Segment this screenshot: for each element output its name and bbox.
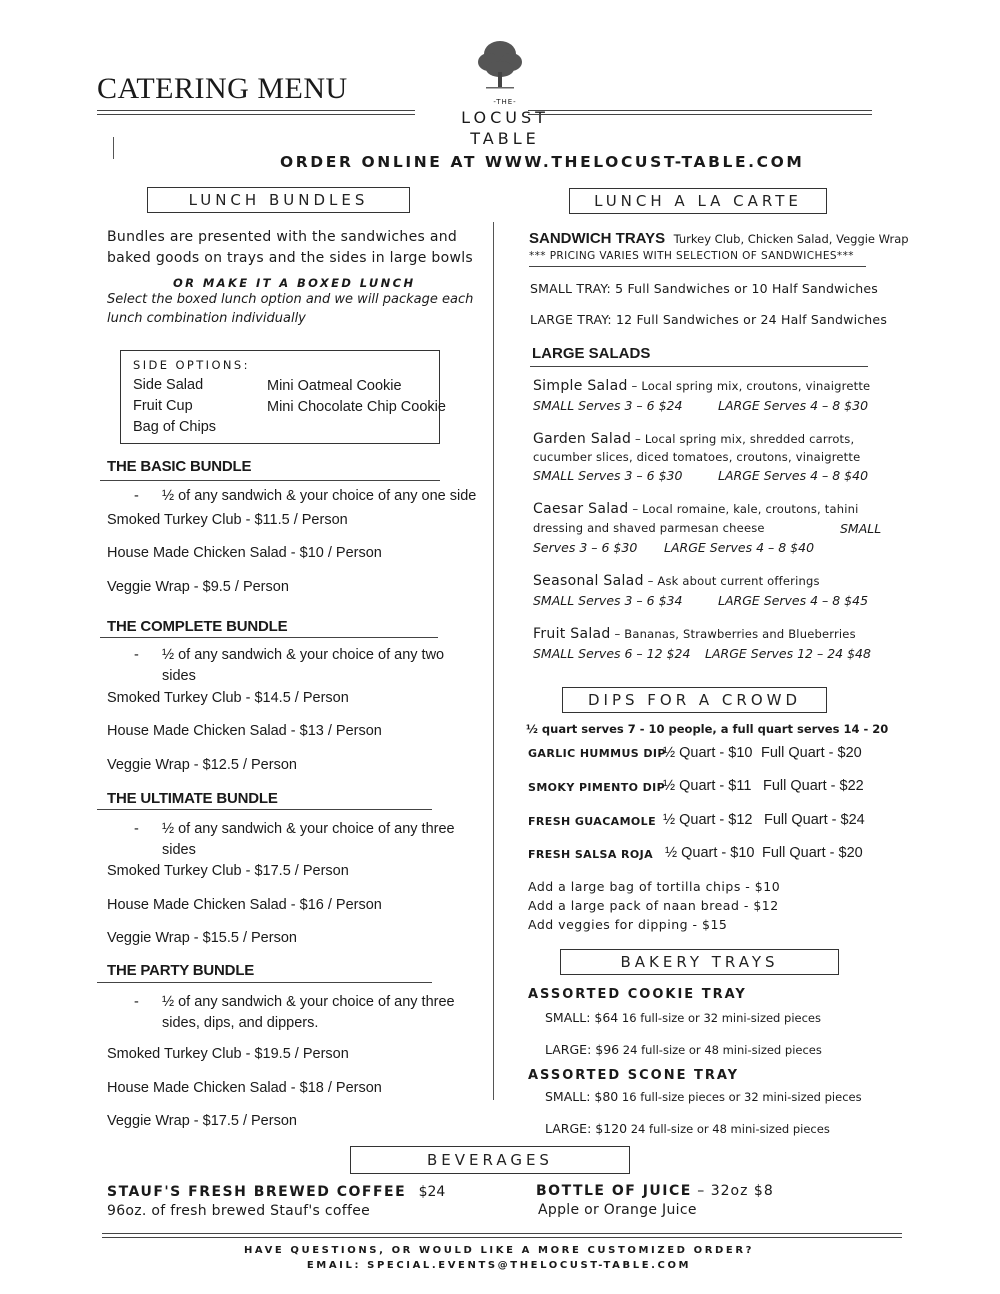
- bakery-header: [560, 949, 839, 975]
- a-la-carte-title: LUNCH A LA CARTE: [594, 192, 802, 210]
- dip-full-price: Full Quart - $22: [763, 778, 864, 794]
- dip-full-price: Full Quart - $20: [761, 745, 862, 761]
- bundle-title: THE BASIC BUNDLE: [107, 458, 252, 475]
- bundle-title: THE PARTY BUNDLE: [107, 962, 255, 979]
- dip-addon: Add veggies for dipping - $15: [528, 917, 728, 932]
- sandwich-trays-label: SANDWICH TRAYS: [529, 230, 666, 247]
- salad-name: Garden Salad: [533, 431, 632, 447]
- footer-rule-1: [102, 1233, 902, 1234]
- side-options-box: [120, 350, 446, 444]
- side-option: Side Salad: [133, 377, 204, 393]
- salad-small-price: Serves 3 – 6 $30: [533, 540, 638, 555]
- beverages-header: [350, 1146, 630, 1174]
- bundle-item: House Made Chicken Salad - $18 / Person: [107, 1080, 382, 1096]
- dip-name: FRESH GUACAMOLE: [528, 815, 656, 828]
- menu-page: [40, 0, 958, 1294]
- order-online-link[interactable]: ORDER ONLINE AT WWW.THELOCUST-TABLE.COM: [280, 153, 805, 171]
- bundle-bullet: -: [134, 488, 139, 504]
- title-rule-1: [97, 110, 415, 111]
- salad-line: [533, 572, 820, 590]
- salad-small-price: SMALL Serves 3 – 6 $34: [533, 593, 683, 608]
- dips-header: [562, 687, 827, 713]
- title-tick: [113, 137, 114, 159]
- dip-name: GARLIC HUMMUS DIP: [528, 747, 666, 760]
- salad-line: [533, 500, 859, 518]
- sandwich-pricing-note: *** PRICING VARIES WITH SELECTION OF SANDWICHES***: [529, 250, 854, 262]
- coffee-desc: 96oz. of fresh brewed Stauf's coffee: [107, 1203, 371, 1219]
- salad-small-price: SMALL: [840, 521, 882, 536]
- bundle-item: House Made Chicken Salad - $16 / Person: [107, 897, 382, 913]
- dip-full-price: Full Quart - $24: [764, 812, 865, 828]
- bundle-title: THE COMPLETE BUNDLE: [107, 618, 288, 635]
- coffee-name: STAUF'S FRESH BREWED COFFEE: [107, 1184, 407, 1200]
- side-option: Fruit Cup: [133, 398, 193, 414]
- bundle-item: Veggie Wrap - $17.5 / Person: [107, 1113, 297, 1129]
- bundle-title: THE ULTIMATE BUNDLE: [107, 790, 278, 807]
- bundle-item: House Made Chicken Salad - $13 / Person: [107, 723, 382, 739]
- salad-desc: – Local spring mix, croutons, vinaigrette: [627, 379, 871, 393]
- bundle-desc: sides: [162, 668, 196, 684]
- dip-addon: Add a large pack of naan bread - $12: [528, 898, 779, 913]
- bundle-item: Smoked Turkey Club - $11.5 / Person: [107, 512, 348, 528]
- bakery-size-desc: 16 full-size or 32 mini-sized pieces: [618, 1011, 821, 1025]
- salad-desc: – Local romaine, kale, croutons, tahini: [628, 502, 859, 516]
- salad-large-price: LARGE Serves 4 – 8 $40: [718, 468, 869, 483]
- salad-desc: – Local spring mix, shredded carrots,: [631, 432, 855, 446]
- small-tray: SMALL TRAY: 5 Full Sandwiches or 10 Half Sandwiches: [530, 281, 879, 296]
- dip-half-price: ½ Quart - $12: [663, 812, 753, 828]
- salad-small-price: SMALL Serves 3 – 6 $30: [533, 468, 683, 483]
- bundle-item: Smoked Turkey Club - $17.5 / Person: [107, 863, 349, 879]
- salad-small-price: SMALL Serves 3 – 6 $24: [533, 398, 683, 413]
- bundle-desc: ½ of any sandwich & your choice of any two: [162, 647, 445, 663]
- bakery-size-line: [545, 1041, 822, 1059]
- salad-name: Fruit Salad: [533, 626, 611, 642]
- bakery-size-line: [545, 1009, 821, 1027]
- logo-the: -THE-: [493, 98, 517, 106]
- bundle-rule: [100, 480, 440, 481]
- salad-name: Seasonal Salad: [533, 573, 644, 589]
- juice-name: BOTTLE OF JUICE: [536, 1183, 692, 1199]
- side-option: Bag of Chips: [133, 419, 217, 435]
- bundle-bullet: -: [134, 994, 139, 1010]
- boxed-lunch-desc-2: lunch combination individually: [107, 311, 306, 326]
- dips-subtitle: ½ quart serves 7 - 10 people, a full quart serves 14 - 20: [526, 722, 889, 736]
- bakery-size-price: LARGE: $96: [545, 1042, 620, 1057]
- salad-large-price: LARGE Serves 4 – 8 $30: [718, 398, 869, 413]
- lunch-bundles-header: [147, 187, 410, 213]
- bundles-intro-2: baked goods on trays and the sides in large bowls: [107, 250, 473, 266]
- footer-rule-2: [102, 1237, 902, 1238]
- salad-desc-cont: cucumber slices, diced tomatoes, croutons, vinaigrette: [533, 450, 861, 464]
- bundle-bullet: -: [134, 647, 139, 663]
- side-option: Mini Oatmeal Cookie: [267, 378, 402, 394]
- juice-desc: Apple or Orange Juice: [538, 1202, 697, 1218]
- salad-small-price: SMALL Serves 6 – 12 $24: [533, 646, 691, 661]
- salad-large-price: LARGE Serves 4 – 8 $45: [718, 593, 869, 608]
- bundle-desc: ½ of any sandwich & your choice of any three: [162, 994, 455, 1010]
- logo-locust: LOCUST: [461, 108, 549, 127]
- juice-line: [536, 1182, 774, 1200]
- dip-addon: Add a large bag of tortilla chips - $10: [528, 879, 781, 894]
- bundle-bullet: -: [134, 821, 139, 837]
- bundle-item: Veggie Wrap - $12.5 / Person: [107, 757, 297, 773]
- bundle-item: Smoked Turkey Club - $19.5 / Person: [107, 1046, 349, 1062]
- salad-desc: – Bananas, Strawberries and Blueberries: [610, 627, 856, 641]
- dip-full-price: Full Quart - $20: [762, 845, 863, 861]
- footer-questions: HAVE QUESTIONS, OR WOULD LIKE A MORE CUSTOMIZED ORDER?: [243, 1245, 755, 1256]
- sandwich-trays-line: [529, 230, 909, 248]
- salad-large-price: LARGE Serves 4 – 8 $40: [664, 540, 815, 555]
- bakery-item-name: ASSORTED SCONE TRAY: [528, 1068, 740, 1083]
- logo-rule-1: [528, 110, 872, 111]
- boxed-lunch-desc-1: Select the boxed lunch option and we will package each: [107, 292, 474, 307]
- dip-name: SMOKY PIMENTO DIP: [528, 781, 666, 794]
- logo-table: TABLE: [470, 129, 540, 148]
- logo-rule-2: [528, 114, 872, 115]
- dip-half-price: ½ Quart - $11: [663, 778, 752, 794]
- bakery-size-desc: 24 full-size or 48 mini-sized pieces: [627, 1122, 830, 1136]
- tree-icon: [472, 36, 528, 92]
- dip-name: FRESH SALSA ROJA: [528, 848, 653, 861]
- dips-title: DIPS FOR A CROWD: [587, 691, 802, 709]
- sandwich-note-rule: [529, 266, 866, 267]
- salad-name: Caesar Salad: [533, 501, 629, 517]
- salad-desc: – Ask about current offerings: [643, 574, 820, 588]
- coffee-line: [107, 1183, 445, 1201]
- boxed-lunch-heading: OR MAKE IT A BOXED LUNCH: [173, 276, 416, 290]
- bundle-item: Veggie Wrap - $9.5 / Person: [107, 579, 289, 595]
- dip-half-price: ½ Quart - $10: [663, 745, 753, 761]
- page-title: CATERING MENU: [97, 72, 348, 105]
- bakery-title: BAKERY TRAYS: [620, 953, 779, 971]
- bundle-rule: [97, 809, 432, 810]
- large-tray: LARGE TRAY: 12 Full Sandwiches or 24 Half Sandwiches: [530, 312, 888, 327]
- salad-name: Simple Salad: [533, 378, 628, 394]
- logo: [450, 36, 560, 156]
- bundles-intro-1: Bundles are presented with the sandwiches and: [107, 229, 458, 245]
- side-option: Mini Chocolate Chip Cookie: [267, 399, 446, 415]
- bakery-size-desc: 24 full-size or 48 mini-sized pieces: [619, 1043, 822, 1057]
- salad-line: [533, 625, 856, 643]
- column-divider: [493, 222, 494, 1100]
- bundle-desc: ½ of any sandwich & your choice of any one side: [162, 488, 477, 504]
- bakery-size-line: [545, 1088, 862, 1106]
- bundle-item: House Made Chicken Salad - $10 / Person: [107, 545, 382, 561]
- bakery-item-name: ASSORTED COOKIE TRAY: [528, 987, 747, 1002]
- large-salads-title: LARGE SALADS: [532, 345, 651, 362]
- title-rule-2: [97, 114, 415, 115]
- bundle-desc: sides, dips, and dippers.: [162, 1015, 319, 1031]
- bakery-size-price: LARGE: $120: [545, 1121, 628, 1136]
- lunch-bundles-title: LUNCH BUNDLES: [188, 191, 369, 209]
- bundle-rule: [100, 637, 438, 638]
- bakery-size-line: [545, 1120, 830, 1138]
- side-options-title: SIDE OPTIONS:: [133, 358, 250, 372]
- bundle-desc: ½ of any sandwich & your choice of any three: [162, 821, 455, 837]
- bundle-item: Veggie Wrap - $15.5 / Person: [107, 930, 297, 946]
- bakery-size-price: SMALL: $80: [545, 1089, 619, 1104]
- beverages-title: BEVERAGES: [427, 1151, 553, 1169]
- sandwich-trays-varieties: Turkey Club, Chicken Salad, Veggie Wrap: [673, 232, 909, 246]
- bakery-size-price: SMALL: $64: [545, 1010, 619, 1025]
- salad-desc-cont: dressing and shaved parmesan cheese: [533, 521, 765, 535]
- bundle-item: Smoked Turkey Club - $14.5 / Person: [107, 690, 349, 706]
- large-salads-rule: [530, 366, 868, 367]
- a-la-carte-header: [569, 188, 827, 214]
- juice-price: – 32oz $8: [691, 1183, 774, 1199]
- salad-large-price: LARGE Serves 12 – 24 $48: [705, 646, 871, 661]
- bakery-size-desc: 16 full-size pieces or 32 mini-sized pieces: [618, 1090, 862, 1104]
- footer-email[interactable]: EMAIL: SPECIAL.EVENTS@THELOCUST-TABLE.COM: [306, 1260, 692, 1271]
- salad-line: [533, 430, 854, 448]
- salad-line: [533, 377, 870, 395]
- coffee-price: $24: [418, 1184, 446, 1200]
- bundle-rule: [97, 982, 432, 983]
- dip-half-price: ½ Quart - $10: [665, 845, 755, 861]
- bundle-desc: sides: [162, 842, 196, 858]
